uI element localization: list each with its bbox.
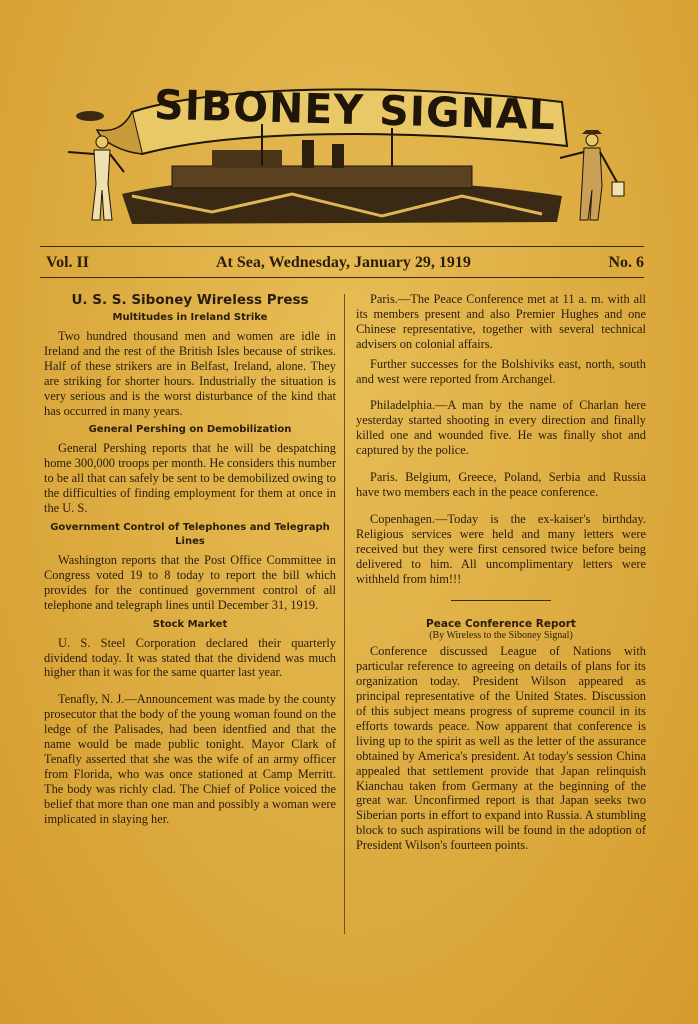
section-divider: [451, 600, 551, 601]
issue-number: No. 6: [608, 254, 644, 271]
peace-report-heading: Peace Conference Report: [426, 618, 576, 631]
peace-report-article: Conference discussed League of Nations with particular reference to agreeing on details of plans for its organization today. President Wilson appeared as principal representative of the United States. Discussion of this subject means progress of supreme council in its efforts towards peace. Now apparent that conference is living up to the spirit as well as the letter of the assurance obtained by America's president. At today's session China appealed that settlement provide that Japan relinquish Kianchau taken from Germany at the beginning of the great war. Unconfirmed report is that Japan seeks two Siberian ports in effort to expand into Russia. A stumbling block to such aspirations will be found in the adoption of President Wilson's fourteen points.: [356, 644, 646, 853]
dateline: [46, 254, 646, 276]
stock-market-heading: Stock Market: [152, 618, 228, 630]
tenafly-article: Tenafly, N. J.—Announcement was made by the county prosecutor that the body of the young woman found on the ledge of the Palisades, had been identfied and that the name would be made public tonight. Mayor Clark of Tenafly asserted that she was the wife of an army officer from Florida, who was once stationed at Camp Merritt. The body was richly clad. The Chief of Police voiced the belief that more than one man and possibly a woman were implicated in slaying her.: [44, 692, 336, 826]
rule-top: [40, 246, 644, 247]
peace-report-subheading: (By Wireless to the Siboney Signal): [429, 630, 573, 642]
rule-bottom: [40, 277, 644, 278]
newspaper-title: SIBONEY SIGNAL: [153, 80, 557, 140]
pershing-heading: General Pershing on Demobilization: [88, 424, 292, 436]
ireland-heading: Multitudes in Ireland Strike: [112, 312, 268, 323]
stock-market-article: U. S. Steel Corporation declared their quarterly dividend today. It was stated that the dividend was much higher than it was for the same quarter last year.: [44, 635, 336, 680]
paris-members-article: Paris. Belgium, Greece, Poland, Serbia and Russia have two members each in the peace conference.: [356, 470, 646, 499]
wireless-press-heading: U. S. S. Siboney Wireless Press: [71, 292, 309, 308]
telephones-article: Washington reports that the Post Office Committee in Congress voted 19 to 8 today to report the bill which provides for the continued government control of all telephone and telegraph lines until December 31, 1919.: [44, 552, 336, 612]
bolshiviks-article: Further successes for the Bolshiviks east, north, south and west were reported from Archangel.: [356, 356, 646, 386]
left-column: [44, 292, 336, 831]
philadelphia-article: Philadelphia.—A man by the name of Charlan here yesterday started shooting in every direction and finally killed one and wounded five. He was finally shot and captured by the police.: [356, 398, 646, 458]
right-column: [356, 292, 646, 858]
paris-conference-article: Paris.—The Peace Conference met at 11 a. m. with all its members present and also Premier Hughes and one Chinese representative, together with several technical advisers on colonial affairs.: [356, 292, 646, 351]
telephones-heading: Government Control of Telephones and Telegraph Lines: [50, 521, 330, 547]
volume-label: Vol. II: [46, 254, 89, 271]
issue-date: At Sea, Wednesday, January 29, 1919: [216, 254, 471, 271]
ireland-article: Two hundred thousand men and women are idle in Ireland and the rest of the British Isles because of strikes. Half of these strikers are in Belfast, Ireland, alone. They are striking for shorter hours. Industrially the situation is very serious and is the worst disturbance of the kind that has occurred in many years.: [44, 329, 336, 418]
pershing-article: General Pershing reports that he will be despatching home 300,000 troops per month. He considers this number to be all that can safely be sent to be demobilized owing to the difficulties of finding employment for them at once in the U. S.: [44, 441, 336, 516]
column-divider: [344, 294, 345, 934]
copenhagen-article: Copenhagen.—Today is the ex-kaiser's birthday. Religious services were held and many letters were received but they were first censored twice before being delivered to him. All uncomplimentary letters were withheld from him!!!: [356, 511, 646, 586]
